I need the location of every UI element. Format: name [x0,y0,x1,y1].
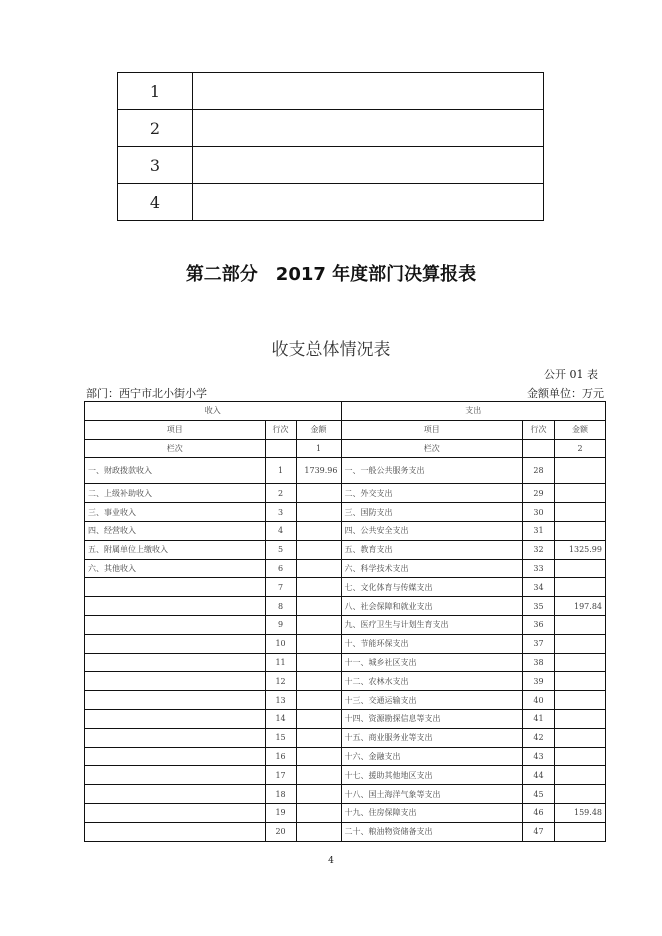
expense-amount [555,785,606,804]
income-amount [296,785,341,804]
expense-row-no: 33 [523,559,555,578]
header-row [85,420,606,439]
income-row-no: 15 [265,728,296,747]
table-row [85,559,606,578]
income-item: 五、附属单位上缴收入 [85,540,266,559]
income-amount [296,747,341,766]
income-item: 四、经营收入 [85,521,266,540]
income-row-no: 10 [265,634,296,653]
income-item [85,691,266,710]
table-number: 公开 01 表 [544,368,598,381]
income-row-no: 1 [265,458,296,484]
income-row-no: 5 [265,540,296,559]
table-row [118,184,544,221]
table-row [118,147,544,184]
empty-cell [193,147,544,184]
expense-amount [555,747,606,766]
column-no-label: 栏次 [85,439,266,458]
column-no-label: 栏次 [341,439,523,458]
amount-header: 金额 [296,420,341,439]
income-item [85,578,266,597]
income-amount [296,597,341,616]
expense-item: 二十、粮油物资储备支出 [341,822,523,841]
table-row [85,458,606,484]
part-title: 第二部分 2017 年度部门决算报表 [185,264,477,285]
expense-item: 九、医疗卫生与计划生育支出 [341,615,523,634]
expense-amount [555,503,606,522]
income-expense-table [84,401,606,842]
row-number: 1 [118,73,193,110]
table-row [85,728,606,747]
expense-amount: 1325.99 [555,540,606,559]
income-row-no: 3 [265,503,296,522]
expense-item: 八、社会保障和就业支出 [341,597,523,616]
income-item [85,653,266,672]
expense-item: 一、一般公共服务支出 [341,458,523,484]
expense-amount [555,691,606,710]
table-title: 收支总体情况表 [271,340,391,360]
top-table [117,72,544,221]
expense-amount [555,728,606,747]
expense-row-no: 40 [523,691,555,710]
expense-item: 十五、商业服务业等支出 [341,728,523,747]
expense-amount: 159.48 [555,803,606,822]
table-row [85,785,606,804]
amount-header: 金额 [555,420,606,439]
expense-header: 支出 [341,402,606,421]
income-amount [296,634,341,653]
item-header: 项目 [85,420,266,439]
empty-cell [523,439,555,458]
expense-item: 五、教育支出 [341,540,523,559]
table-row [85,484,606,503]
income-item [85,634,266,653]
income-amount [296,578,341,597]
income-amount [296,766,341,785]
expense-row-no: 31 [523,521,555,540]
expense-item: 十、节能环保支出 [341,634,523,653]
table-row [85,822,606,841]
column-2: 2 [555,439,606,458]
table-row [85,634,606,653]
expense-row-no: 29 [523,484,555,503]
expense-row-no: 45 [523,785,555,804]
table-row [85,691,606,710]
income-row-no: 6 [265,559,296,578]
expense-amount [555,822,606,841]
table-row [85,503,606,522]
income-amount [296,672,341,691]
row-no-header: 行次 [523,420,555,439]
expense-amount: 197.84 [555,597,606,616]
income-item [85,766,266,785]
column-1: 1 [296,439,341,458]
expense-row-no: 41 [523,709,555,728]
expense-amount [555,484,606,503]
empty-cell [265,439,296,458]
income-row-no: 20 [265,822,296,841]
income-item [85,615,266,634]
expense-row-no: 46 [523,803,555,822]
expense-amount [555,672,606,691]
income-amount [296,484,341,503]
income-amount [296,728,341,747]
income-item [85,803,266,822]
income-row-no: 8 [265,597,296,616]
income-amount [296,822,341,841]
expense-item: 十一、城乡社区支出 [341,653,523,672]
row-number: 3 [118,147,193,184]
expense-amount [555,766,606,785]
income-row-no: 18 [265,785,296,804]
income-item [85,785,266,804]
table-row [85,521,606,540]
expense-item: 十六、金融支出 [341,747,523,766]
income-row-no: 12 [265,672,296,691]
income-row-no: 11 [265,653,296,672]
income-row-no: 7 [265,578,296,597]
income-amount [296,653,341,672]
expense-amount [555,521,606,540]
income-row-no: 17 [265,766,296,785]
expense-item: 四、公共安全支出 [341,521,523,540]
table-row [85,597,606,616]
expense-item: 三、国防支出 [341,503,523,522]
expense-item: 十二、农林水支出 [341,672,523,691]
income-row-no: 19 [265,803,296,822]
table-row [85,747,606,766]
income-header: 收入 [85,402,342,421]
header-row [85,402,606,421]
item-header: 项目 [341,420,523,439]
table-row [118,110,544,147]
income-amount [296,803,341,822]
expense-item: 十三、交通运输支出 [341,691,523,710]
income-item: 一、财政拨款收入 [85,458,266,484]
table-row [118,73,544,110]
expense-row-no: 44 [523,766,555,785]
row-no-header: 行次 [265,420,296,439]
expense-row-no: 47 [523,822,555,841]
expense-item: 十七、援助其他地区支出 [341,766,523,785]
income-amount [296,709,341,728]
expense-amount [555,458,606,484]
expense-amount [555,634,606,653]
expense-item: 七、文化体育与传媒支出 [341,578,523,597]
table-row [85,803,606,822]
expense-row-no: 30 [523,503,555,522]
income-item [85,822,266,841]
expense-row-no: 36 [523,615,555,634]
empty-cell [193,110,544,147]
expense-item: 六、科学技术支出 [341,559,523,578]
expense-row-no: 38 [523,653,555,672]
table-row [85,709,606,728]
income-row-no: 9 [265,615,296,634]
expense-amount [555,559,606,578]
income-row-no: 4 [265,521,296,540]
income-item [85,747,266,766]
unit-label: 金额单位：万元 [527,387,604,400]
expense-amount [555,578,606,597]
expense-row-no: 37 [523,634,555,653]
table-row [85,615,606,634]
empty-cell [193,73,544,110]
expense-row-no: 35 [523,597,555,616]
income-row-no: 2 [265,484,296,503]
expense-item: 十八、国土海洋气象等支出 [341,785,523,804]
expense-amount [555,653,606,672]
row-number: 2 [118,110,193,147]
income-item: 三、事业收入 [85,503,266,522]
income-amount [296,615,341,634]
table-row [85,578,606,597]
income-amount [296,521,341,540]
income-amount [296,559,341,578]
income-item [85,597,266,616]
expense-row-no: 28 [523,458,555,484]
header-row [85,439,606,458]
income-item [85,728,266,747]
expense-row-no: 42 [523,728,555,747]
income-row-no: 14 [265,709,296,728]
table-row [85,653,606,672]
expense-row-no: 32 [523,540,555,559]
income-amount [296,540,341,559]
income-row-no: 13 [265,691,296,710]
income-item [85,709,266,728]
expense-item: 十九、住房保障支出 [341,803,523,822]
income-amount: 1739.96 [296,458,341,484]
row-number: 4 [118,184,193,221]
income-item: 二、上级补助收入 [85,484,266,503]
expense-amount [555,615,606,634]
income-item: 六、其他收入 [85,559,266,578]
department-label: 部门：西宁市北小街小学 [86,387,207,400]
table-row [85,672,606,691]
expense-amount [555,709,606,728]
income-amount [296,503,341,522]
expense-item: 十四、资源勘探信息等支出 [341,709,523,728]
table-row [85,540,606,559]
expense-item: 二、外交支出 [341,484,523,503]
expense-row-no: 34 [523,578,555,597]
income-amount [296,691,341,710]
table-row [85,766,606,785]
income-row-no: 16 [265,747,296,766]
page-number: 4 [328,856,334,866]
income-item [85,672,266,691]
expense-row-no: 39 [523,672,555,691]
expense-row-no: 43 [523,747,555,766]
empty-cell [193,184,544,221]
